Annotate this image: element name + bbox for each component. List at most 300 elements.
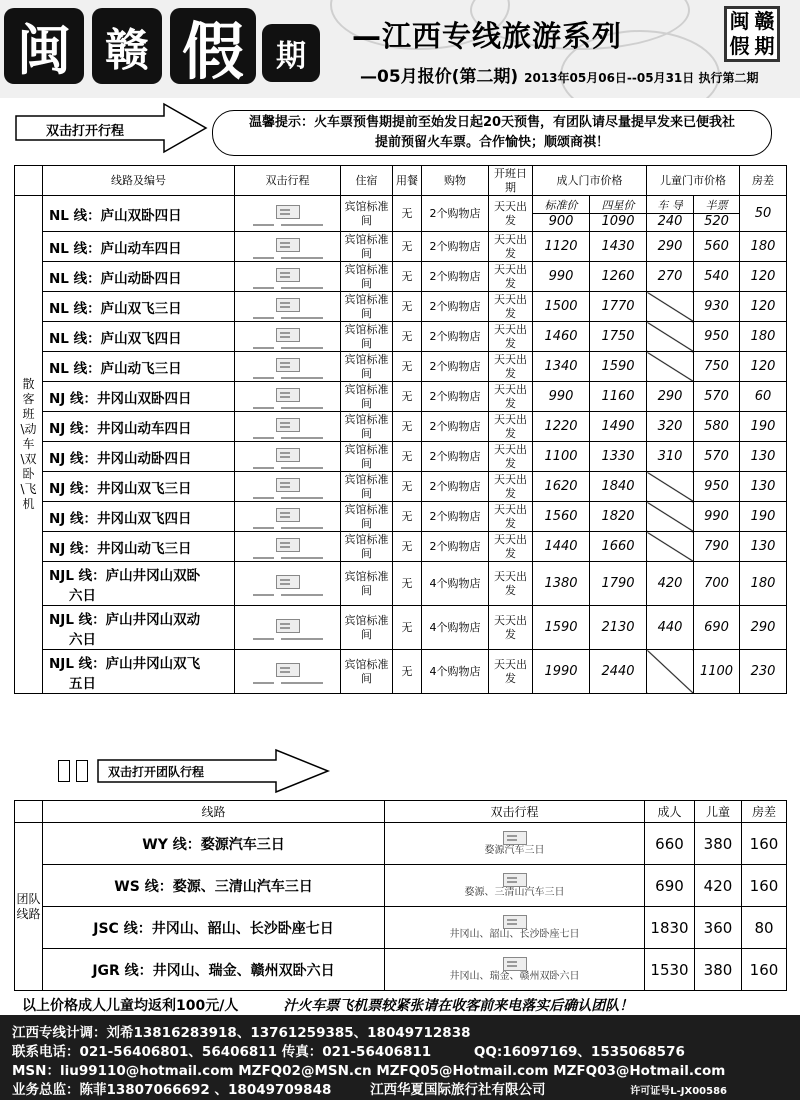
team-table [14, 800, 787, 991]
half-price: 540 [694, 262, 740, 292]
meal-cell: 无 [393, 196, 422, 232]
lodging-cell: 宾馆标准间 [341, 650, 393, 694]
empty-diagonal-cell [647, 502, 694, 532]
price-table [14, 165, 787, 694]
standard-price: 1460 [533, 322, 590, 352]
itinerary-link[interactable] [235, 382, 341, 412]
notice-line: 提前预留火车票。合作愉快；顺颂商祺！ [374, 135, 609, 150]
route-name [43, 412, 235, 442]
route-name [43, 352, 235, 382]
price-row [15, 262, 787, 292]
header-child-price: 儿童门市价格 [647, 166, 740, 196]
document-icon[interactable] [276, 238, 300, 252]
document-icon[interactable] [276, 448, 300, 462]
team-route: WY 线：婺源汽车三日 [43, 823, 385, 865]
lodging-cell: 宾馆标准间 [341, 352, 393, 382]
disclaimer-left: 以上价格成人儿童均返利100元/人 [22, 998, 239, 1014]
team-itinerary-link[interactable] [385, 949, 645, 991]
team-header-route: 线路 [43, 801, 385, 823]
four-star-price: 1820 [590, 502, 647, 532]
document-icon[interactable] [276, 205, 300, 219]
shopping-cell: 2个购物店 [422, 262, 489, 292]
room-diff: 190 [740, 502, 787, 532]
standard-price: 1120 [533, 232, 590, 262]
itinerary-link[interactable] [235, 292, 341, 322]
meal-cell: 无 [393, 292, 422, 322]
half-price: 1100 [694, 650, 740, 694]
team-child-price: 380 [695, 823, 742, 865]
route-line: 六日 [69, 587, 96, 604]
header-shopping: 购物 [422, 166, 489, 196]
room-diff: 190 [740, 412, 787, 442]
departure-cell: 天天出发 [489, 532, 533, 562]
seal-char: 期 [754, 34, 775, 58]
shopping-cell: 2个购物店 [422, 532, 489, 562]
document-icon[interactable] [276, 619, 300, 633]
standard-price: 1560 [533, 502, 590, 532]
date-range: 2013年05月06日--05月31日 执行第二期 [524, 71, 759, 85]
route-name [43, 196, 235, 232]
seal-char: 假 [729, 34, 750, 58]
shopping-cell: 2个购物店 [422, 442, 489, 472]
team-row [15, 949, 787, 991]
document-icon[interactable] [276, 388, 300, 402]
shopping-cell: 2个购物店 [422, 382, 489, 412]
team-side-label: 团队线路 [15, 823, 43, 991]
checkbox-icon[interactable] [58, 760, 70, 782]
itinerary-link[interactable] [235, 232, 341, 262]
route-name [43, 472, 235, 502]
lodging-cell: 宾馆标准间 [341, 412, 393, 442]
route-name [43, 292, 235, 322]
meal-cell: 无 [393, 322, 422, 352]
half-price: 750 [694, 352, 740, 382]
footer-msn: MSN：liu99110@hotmail.com MZFQ02@MSN.cn MZFQ05@Hotmail.com MZFQ03@Hotmail.com [12, 1063, 726, 1079]
document-caption-icon [253, 467, 323, 469]
document-caption-icon [253, 407, 323, 409]
route-line: NJL 线：庐山井冈山双飞 [49, 655, 201, 672]
route-line: NL 线：庐山双飞三日 [49, 300, 182, 317]
four-star-price: 1330 [590, 442, 647, 472]
document-icon[interactable] [503, 915, 527, 929]
price-row [15, 382, 787, 412]
sub-header-seat: 车 导 [647, 198, 693, 214]
document-caption-icon [253, 682, 323, 684]
footer-license: 许可证号L-JX00586 [630, 1086, 728, 1097]
team-trip-caption: 婺源汽车三日 [484, 844, 545, 856]
meal-cell: 无 [393, 532, 422, 562]
lodging-cell: 宾馆标准间 [341, 442, 393, 472]
itinerary-link[interactable] [235, 262, 341, 292]
footer-phone: 联系电话：021-56406801、56406811 传真：021-56406811 [12, 1044, 432, 1060]
meal-cell: 无 [393, 262, 422, 292]
itinerary-link[interactable] [235, 322, 341, 352]
notice-box [212, 110, 772, 156]
half-price: 560 [694, 232, 740, 262]
document-icon[interactable] [503, 873, 527, 887]
team-child-price: 360 [695, 907, 742, 949]
price-row [15, 532, 787, 562]
standard-price: 1440 [533, 532, 590, 562]
four-star-price: 2130 [590, 606, 647, 650]
route-line: NL 线：庐山双飞四日 [49, 330, 182, 347]
document-icon[interactable] [276, 328, 300, 342]
route-line: NJL 线：庐山井冈山双卧 [49, 567, 201, 584]
shopping-cell: 2个购物店 [422, 232, 489, 262]
price-row [15, 232, 787, 262]
team-itinerary-link[interactable] [385, 865, 645, 907]
route-line: NJ 线：井冈山动车四日 [49, 420, 192, 437]
lodging-cell: 宾馆标准间 [341, 262, 393, 292]
seat-price: 310 [647, 442, 694, 472]
team-room-diff: 80 [742, 907, 787, 949]
team-adult-price: 660 [645, 823, 695, 865]
empty-diagonal-cell [647, 292, 694, 322]
route-name [43, 502, 235, 532]
team-trip-caption: 婺源、三清山汽车三日 [464, 886, 565, 898]
route-name [43, 532, 235, 562]
standard-price: 1100 [533, 442, 590, 472]
lodging-cell: 宾馆标准间 [341, 322, 393, 352]
departure-cell: 天天出发 [489, 562, 533, 606]
standard-price: 1500 [533, 292, 590, 322]
document-icon[interactable] [503, 957, 527, 971]
route-line: NJ 线：井冈山动飞三日 [49, 540, 192, 557]
itinerary-link[interactable] [235, 502, 341, 532]
document-icon[interactable] [276, 298, 300, 312]
disclaimer-right: 汁火车票飞机票较紧张请在收客前来电落实后确认团队！ [283, 998, 634, 1014]
meal-cell: 无 [393, 606, 422, 650]
departure-cell: 天天出发 [489, 352, 533, 382]
team-room-diff: 160 [742, 823, 787, 865]
half-price: 790 [694, 532, 740, 562]
series-title: —江西专线旅游系列 [352, 19, 623, 53]
meal-cell: 无 [393, 502, 422, 532]
document-caption-icon [253, 224, 323, 226]
header-route: 线路及编号 [43, 166, 235, 196]
meal-cell: 无 [393, 650, 422, 694]
price-row [15, 442, 787, 472]
price-row [15, 412, 787, 442]
standard-price-cell [533, 196, 590, 232]
route-name [43, 442, 235, 472]
header-itinerary: 双击行程 [235, 166, 341, 196]
four-star-price: 1590 [590, 352, 647, 382]
logo-char: 赣 [92, 8, 162, 84]
standard-price: 1380 [533, 562, 590, 606]
itinerary-link[interactable] [235, 196, 341, 232]
standard-price: 1340 [533, 352, 590, 382]
price-line [360, 62, 758, 87]
seat-price: 270 [647, 262, 694, 292]
route-line: NJ 线：井冈山双飞四日 [49, 510, 192, 527]
standard-price: 1990 [533, 650, 590, 694]
price-row [15, 650, 787, 694]
shopping-cell: 2个购物店 [422, 352, 489, 382]
team-header-child: 儿童 [695, 801, 742, 823]
four-star-price: 1090 [601, 214, 635, 229]
half-price: 950 [694, 322, 740, 352]
empty-diagonal-cell [647, 532, 694, 562]
meal-cell: 无 [393, 352, 422, 382]
itinerary-link[interactable] [235, 650, 341, 694]
document-icon[interactable] [276, 358, 300, 372]
shopping-cell: 2个购物店 [422, 322, 489, 352]
document-caption-icon [253, 437, 323, 439]
document-icon[interactable] [276, 508, 300, 522]
footer-director-line [12, 1078, 737, 1098]
departure-cell: 天天出发 [489, 412, 533, 442]
route-line: NL 线：庐山动卧四日 [49, 270, 182, 287]
page-header [0, 0, 800, 98]
four-star-price: 1160 [590, 382, 647, 412]
room-diff: 130 [740, 472, 787, 502]
route-line: NL 线：庐山动车四日 [49, 240, 182, 257]
document-icon[interactable] [276, 538, 300, 552]
footer-company: 江西华夏国际旅行社有限公司 [370, 1082, 546, 1098]
route-line: 六日 [69, 631, 96, 648]
room-diff: 130 [740, 442, 787, 472]
notice-line: 温馨提示：火车票预售期提前至始发日起20天预售，有团队请尽量提早发来已便我社 [248, 115, 736, 130]
team-row [15, 865, 787, 907]
four-star-price: 1770 [590, 292, 647, 322]
seat-price: 440 [647, 606, 694, 650]
price-row [15, 472, 787, 502]
standard-price: 900 [548, 214, 574, 229]
team-room-diff: 160 [742, 865, 787, 907]
seat-price: 320 [647, 412, 694, 442]
route-name [43, 382, 235, 412]
document-icon[interactable] [276, 478, 300, 492]
sub-header-four-star: 四星价 [590, 198, 646, 214]
room-diff: 180 [740, 232, 787, 262]
price-row [15, 292, 787, 322]
lodging-cell: 宾馆标准间 [341, 532, 393, 562]
team-row [15, 823, 787, 865]
document-caption-icon [253, 317, 323, 319]
four-star-price: 1750 [590, 322, 647, 352]
departure-cell: 天天出发 [489, 196, 533, 232]
sub-header-half: 半票 [694, 198, 739, 214]
document-icon[interactable] [276, 663, 300, 677]
meal-cell: 无 [393, 442, 422, 472]
header-room-diff: 房差 [740, 166, 787, 196]
price-row [15, 562, 787, 606]
team-adult-price: 690 [645, 865, 695, 907]
price-row [15, 352, 787, 382]
contact-footer [0, 1015, 800, 1100]
checkbox-icon[interactable] [76, 760, 88, 782]
route-line: NJ 线：井冈山双卧四日 [49, 390, 192, 407]
team-trip-caption: 井冈山、瑞金、赣州双卧六日 [449, 970, 580, 982]
open-itinerary-label[interactable]: 双击打开行程 [46, 124, 125, 139]
footer-planner: 江西专线计调：刘希13816283918、13761259385、18049712838 [12, 1025, 471, 1041]
lodging-cell: 宾馆标准间 [341, 292, 393, 322]
route-name [43, 322, 235, 352]
half-price: 950 [694, 472, 740, 502]
logo-char: 期 [262, 24, 320, 82]
route-line: NJL 线：庐山井冈山双动 [49, 611, 201, 628]
empty-diagonal-cell [647, 322, 694, 352]
route-name [43, 562, 235, 606]
four-star-price: 1430 [590, 232, 647, 262]
empty-diagonal-cell [647, 352, 694, 382]
logo-char: 闽 [4, 8, 84, 84]
team-itinerary-link[interactable] [385, 823, 645, 865]
shopping-cell: 2个购物店 [422, 196, 489, 232]
disclaimer [22, 995, 633, 1015]
standard-price: 1590 [533, 606, 590, 650]
document-caption-icon [253, 594, 323, 596]
route-line: NL 线：庐山动飞三日 [49, 360, 182, 377]
document-icon[interactable] [276, 575, 300, 589]
route-name [43, 262, 235, 292]
price-row [15, 322, 787, 352]
brand-seal [724, 6, 780, 62]
room-diff: 290 [740, 606, 787, 650]
document-caption-icon [253, 638, 323, 640]
route-name [43, 650, 235, 694]
half-price: 570 [694, 382, 740, 412]
footer-phone-line [12, 1040, 695, 1060]
empty-diagonal-cell [647, 472, 694, 502]
meal-cell: 无 [393, 562, 422, 606]
four-star-price: 1840 [590, 472, 647, 502]
header-adult-price: 成人门市价格 [533, 166, 647, 196]
lodging-cell: 宾馆标准间 [341, 196, 393, 232]
route-line: NL 线：庐山双卧四日 [49, 207, 182, 224]
four-star-price: 1790 [590, 562, 647, 606]
header-blank [15, 166, 43, 196]
departure-cell: 天天出发 [489, 232, 533, 262]
shopping-cell: 4个购物店 [422, 562, 489, 606]
open-team-label[interactable]: 双击打开团队行程 [108, 765, 205, 779]
seat-price: 420 [647, 562, 694, 606]
document-caption-icon [253, 497, 323, 499]
lodging-cell: 宾馆标准间 [341, 502, 393, 532]
document-icon[interactable] [276, 418, 300, 432]
document-caption-icon [253, 557, 323, 559]
room-diff: 230 [740, 650, 787, 694]
logo-char: 假 [170, 8, 256, 84]
team-header-room-diff: 房差 [742, 801, 787, 823]
itinerary-link[interactable] [235, 562, 341, 606]
route-line: NJ 线：井冈山动卧四日 [49, 450, 192, 467]
side-label: 散客班\动车\双卧\飞机 [15, 196, 43, 694]
four-star-price: 1260 [590, 262, 647, 292]
empty-diagonal-cell [647, 650, 694, 694]
team-child-price: 380 [695, 949, 742, 991]
route-line: 五日 [69, 675, 96, 692]
half-price: 700 [694, 562, 740, 606]
room-diff: 120 [740, 262, 787, 292]
lodging-cell: 宾馆标准间 [341, 232, 393, 262]
seat-price: 290 [647, 382, 694, 412]
document-caption-icon [253, 347, 323, 349]
lodging-cell: 宾馆标准间 [341, 562, 393, 606]
team-row [15, 907, 787, 949]
shopping-cell: 4个购物店 [422, 650, 489, 694]
shopping-cell: 2个购物店 [422, 502, 489, 532]
header-lodging: 住宿 [341, 166, 393, 196]
room-diff: 50 [740, 196, 787, 232]
half-price: 580 [694, 412, 740, 442]
shopping-cell: 2个购物店 [422, 412, 489, 442]
team-route: JGR 线：井冈山、瑞金、赣州双卧六日 [43, 949, 385, 991]
departure-cell: 天天出发 [489, 502, 533, 532]
route-name [43, 606, 235, 650]
half-price: 930 [694, 292, 740, 322]
half-price: 570 [694, 442, 740, 472]
seat-price: 240 [657, 214, 683, 229]
departure-cell: 天天出发 [489, 650, 533, 694]
itinerary-link[interactable] [235, 532, 341, 562]
team-header-itinerary: 双击行程 [385, 801, 645, 823]
shopping-cell: 4个购物店 [422, 606, 489, 650]
header-meal: 用餐 [393, 166, 422, 196]
itinerary-link[interactable] [235, 412, 341, 442]
seal-char: 闽 [729, 9, 750, 33]
document-caption-icon [253, 287, 323, 289]
lodging-cell: 宾馆标准间 [341, 382, 393, 412]
half-price: 520 [704, 214, 729, 229]
departure-cell: 天天出发 [489, 606, 533, 650]
document-icon[interactable] [276, 268, 300, 282]
meal-cell: 无 [393, 382, 422, 412]
document-icon[interactable] [503, 831, 527, 845]
room-diff: 180 [740, 562, 787, 606]
standard-price: 990 [533, 262, 590, 292]
itinerary-link[interactable] [235, 606, 341, 650]
itinerary-link[interactable] [235, 352, 341, 382]
standard-price: 990 [533, 382, 590, 412]
team-child-price: 420 [695, 865, 742, 907]
sub-header-standard: 标准价 [533, 198, 589, 214]
route-line: NJ 线：井冈山双飞三日 [49, 480, 192, 497]
itinerary-link[interactable] [235, 442, 341, 472]
document-caption-icon [253, 377, 323, 379]
seat-price: 290 [647, 232, 694, 262]
lodging-cell: 宾馆标准间 [341, 472, 393, 502]
price-row [15, 606, 787, 650]
team-header-blank [15, 801, 43, 823]
half-price-cell [694, 196, 740, 232]
seat-price-cell [647, 196, 694, 232]
four-star-price: 1490 [590, 412, 647, 442]
departure-cell: 天天出发 [489, 472, 533, 502]
itinerary-link[interactable] [235, 472, 341, 502]
standard-price: 1220 [533, 412, 590, 442]
four-star-price: 1660 [590, 532, 647, 562]
departure-cell: 天天出发 [489, 382, 533, 412]
header-departure: 开班日期 [489, 166, 533, 196]
lodging-cell: 宾馆标准间 [341, 606, 393, 650]
half-price: 690 [694, 606, 740, 650]
room-diff: 120 [740, 352, 787, 382]
team-adult-price: 1830 [645, 907, 695, 949]
team-trip-caption: 井冈山、韶山、长沙卧座七日 [449, 928, 580, 940]
room-diff: 120 [740, 292, 787, 322]
half-price: 990 [694, 502, 740, 532]
team-route: JSC 线：井冈山、韶山、长沙卧座七日 [43, 907, 385, 949]
team-route: WS 线：婺源、三清山汽车三日 [43, 865, 385, 907]
shopping-cell: 2个购物店 [422, 472, 489, 502]
team-itinerary-link[interactable] [385, 907, 645, 949]
route-name [43, 232, 235, 262]
standard-price: 1620 [533, 472, 590, 502]
four-star-price: 2440 [590, 650, 647, 694]
meal-cell: 无 [393, 232, 422, 262]
